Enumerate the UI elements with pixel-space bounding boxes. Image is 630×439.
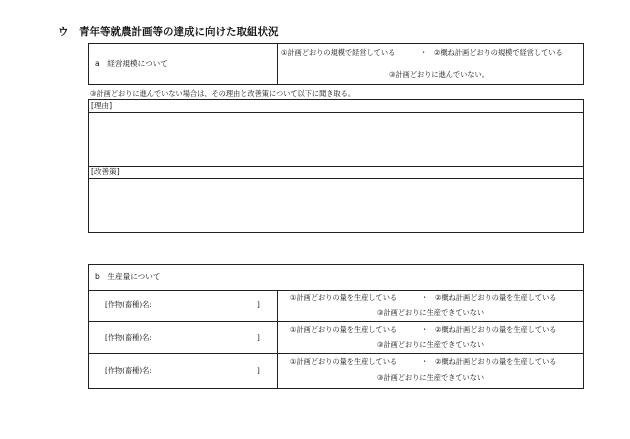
production-label: b 生産量について [95, 272, 161, 281]
production-option-2[interactable]: ②概ね計画どおりの量を生産している [435, 293, 557, 302]
production-option-2[interactable]: ②概ね計画どおりの量を生産している [435, 325, 557, 334]
scale-option-1[interactable]: ①計画どおりの規模で経営している [281, 48, 396, 57]
production-separator: ・ [421, 325, 429, 334]
production-option-3[interactable]: ③計画どおりに生産できていない [377, 340, 485, 349]
improvement-label: [改善策] [91, 167, 120, 176]
crop-name-input[interactable] [169, 364, 255, 376]
crop-name-input[interactable] [169, 331, 255, 343]
scale-option-3[interactable]: ③計画どおりに進んでいない。 [389, 70, 489, 79]
reason-label: [理由] [91, 101, 113, 110]
production-table [88, 264, 584, 389]
production-separator: ・ [421, 293, 429, 302]
reason-input-area[interactable] [89, 113, 583, 166]
production-option-3[interactable]: ③計画どおりに生産できていない [377, 308, 485, 317]
production-option-1[interactable]: ①計画どおりの量を生産している [290, 325, 398, 334]
production-option-2[interactable]: ②概ね計画どおりの量を生産している [435, 357, 557, 366]
crop-name-close: ] [257, 333, 260, 342]
production-option-1[interactable]: ①計画どおりの量を生産している [290, 357, 398, 366]
improvement-input-area[interactable] [89, 179, 583, 232]
crop-name-input[interactable] [169, 298, 255, 310]
scale-option-2[interactable]: ②概ね計画どおりの規模で経営している [434, 48, 563, 57]
crop-name-label: [作物(畜種)名: [105, 300, 152, 309]
production-option-1[interactable]: ①計画どおりの量を生産している [290, 293, 398, 302]
scale-separator: ・ [420, 48, 428, 57]
crop-name-close: ] [257, 366, 260, 375]
crop-name-label: [作物(畜種)名: [105, 366, 152, 375]
section-title: ウ 青年等就農計画等の達成に向けた取組状況 [58, 26, 279, 38]
not-progressing-note: ③計画どおりに進んでいない場合は、その理由と改善策について以下に聞き取る。 [90, 89, 356, 98]
reason-improvement-box [88, 99, 584, 233]
production-option-3[interactable]: ③計画どおりに生産できていない [377, 373, 485, 382]
production-separator: ・ [421, 357, 429, 366]
scale-table [88, 43, 584, 85]
scale-label: a 経営規模について [95, 59, 168, 68]
crop-name-label: [作物(畜種)名: [105, 333, 152, 342]
crop-name-close: ] [257, 300, 260, 309]
